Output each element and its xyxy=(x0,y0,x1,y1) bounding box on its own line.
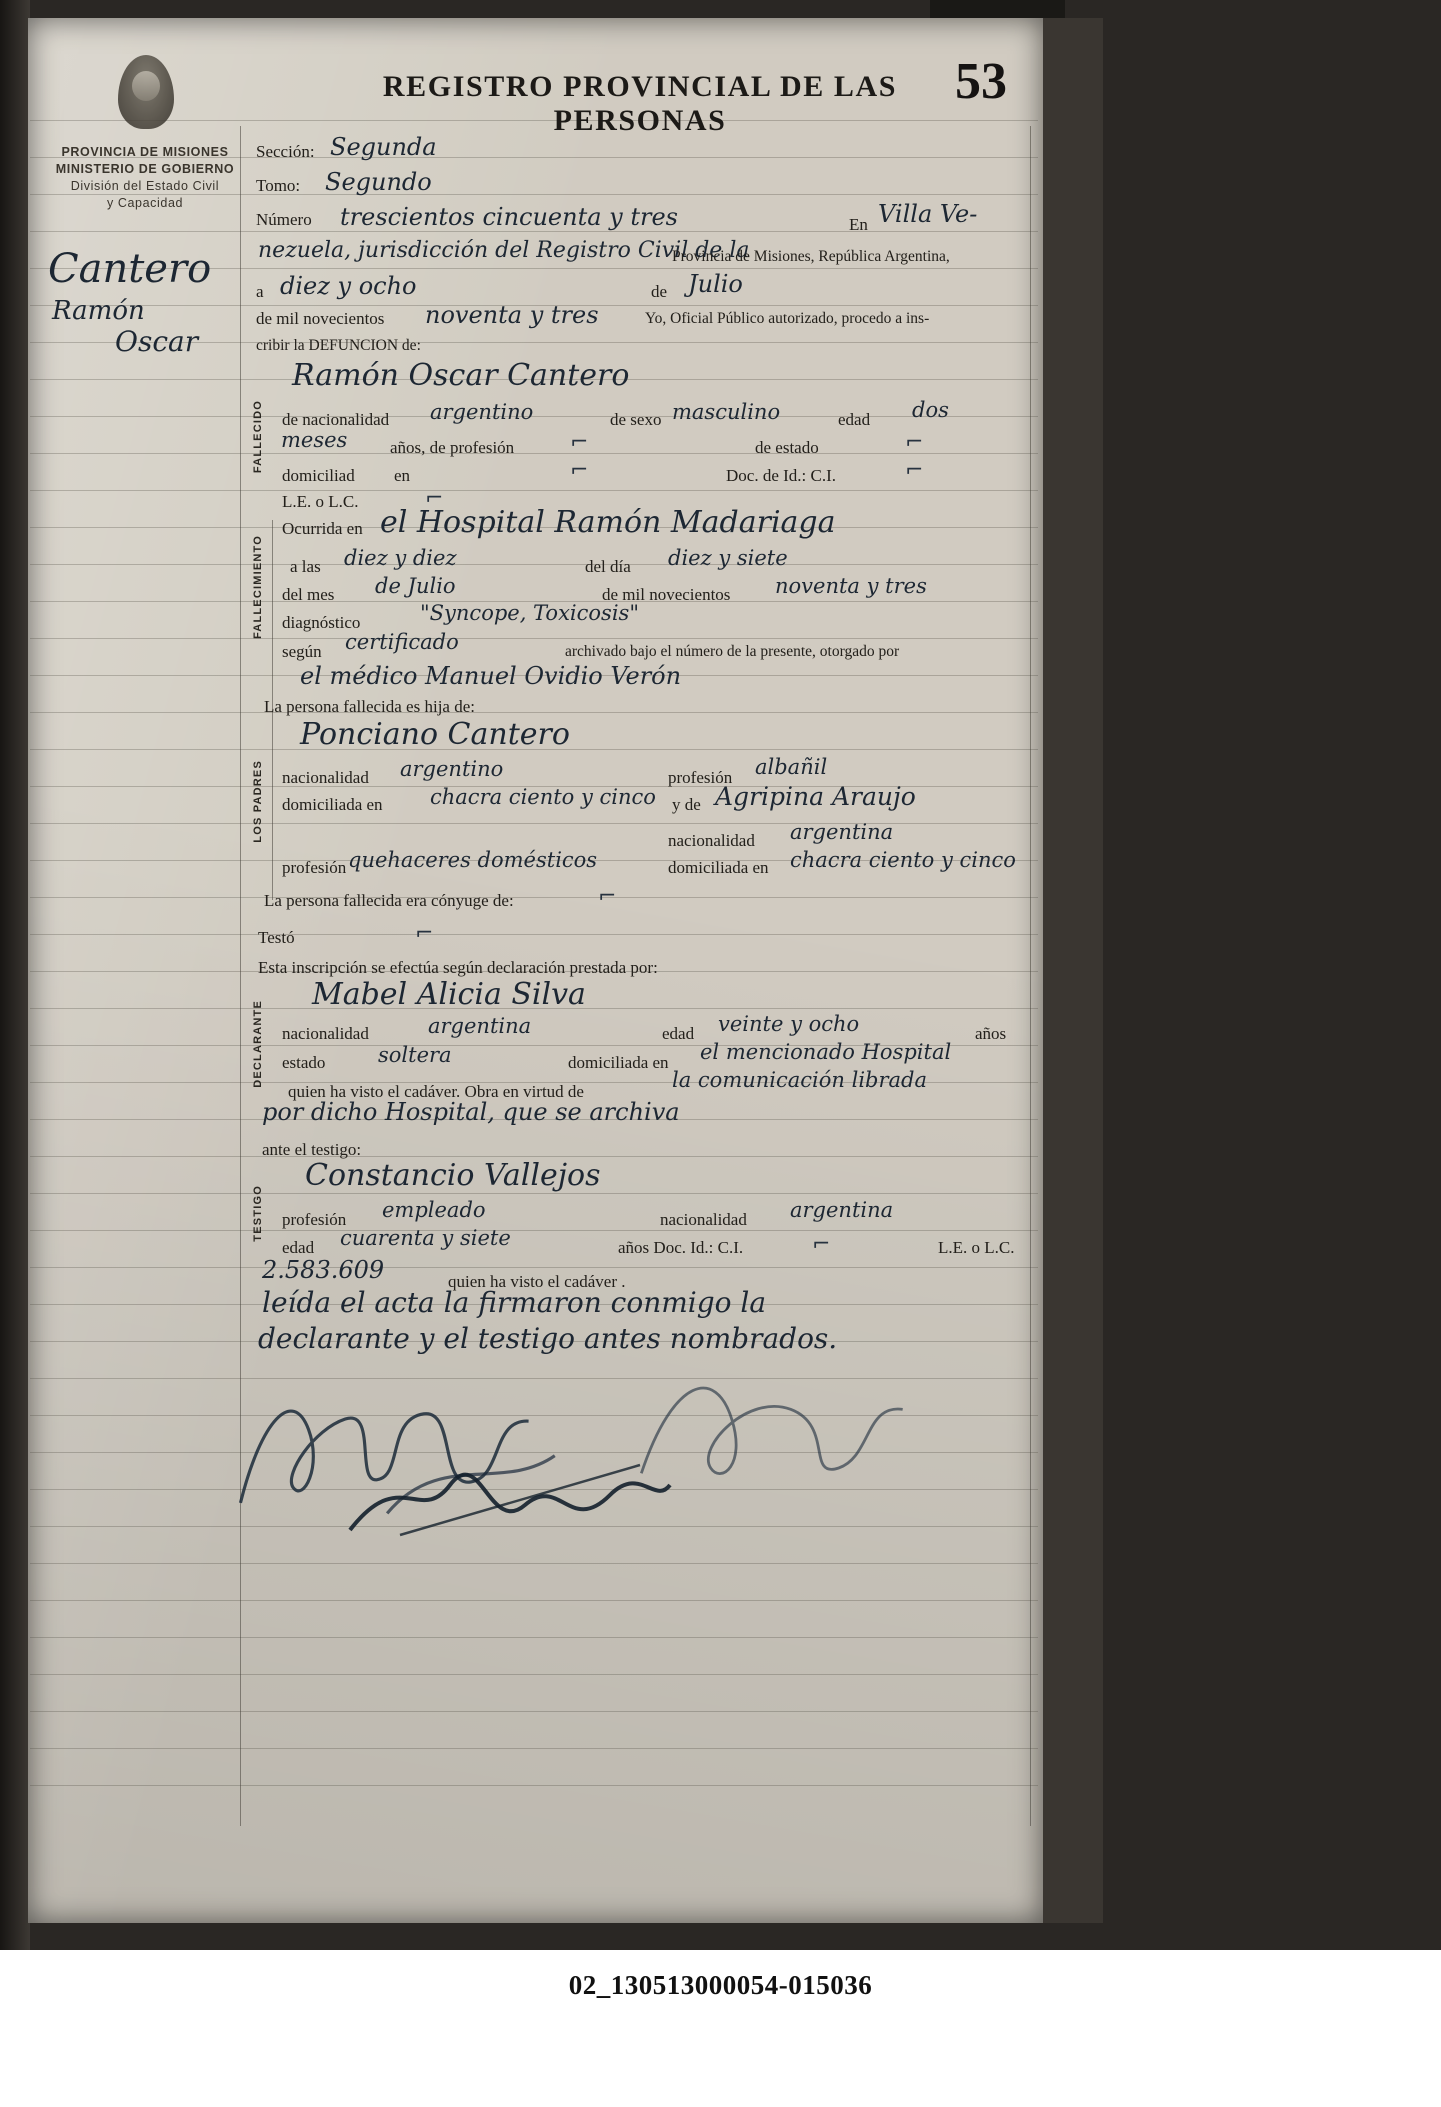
label-profesion-testigo: profesión xyxy=(282,1210,347,1229)
label-en-2: en xyxy=(394,466,411,485)
label-segun: según xyxy=(282,642,322,661)
label-edad-declarante: edad xyxy=(662,1024,695,1043)
label-hija-de: La persona fallecida es hija de: xyxy=(264,697,475,716)
label-le-o-lc: L.E. o L.C. xyxy=(282,492,359,511)
province-line-1: PROVINCIA DE MISIONES xyxy=(61,145,229,159)
label-anios-profesion: años, de profesión xyxy=(390,438,515,457)
label-a: a xyxy=(256,282,264,301)
value-declarante-estado: soltera xyxy=(378,1043,452,1067)
label-nacionalidad-testigo: nacionalidad xyxy=(660,1210,747,1229)
label-edad-testigo: edad xyxy=(282,1238,315,1257)
value-obra-en-virtud: la comunicación librada xyxy=(672,1068,927,1092)
label-anios-doc-id: años Doc. Id.: C.I. xyxy=(618,1238,744,1257)
value-ocurrida-en: el Hospital Ramón Madariaga xyxy=(380,505,836,540)
label-estado-declarante: estado xyxy=(282,1053,326,1072)
label-conyuge: La persona fallecida era cónyuge de: xyxy=(264,891,514,910)
label-del-mes: del mes xyxy=(282,585,335,604)
value-diagnostico: "Syncope, Toxicosis" xyxy=(420,601,639,625)
margin-index-given-1: Ramón xyxy=(52,296,145,326)
value-hora: diez y diez xyxy=(344,546,457,570)
province-line-4: y Capacidad xyxy=(106,196,184,210)
value-sexo: masculino xyxy=(672,400,781,424)
column-rule-right xyxy=(1030,126,1031,1826)
value-seccion: Segunda xyxy=(330,133,437,161)
label-en: En xyxy=(849,215,868,234)
value-madre-profesion: quehaceres domésticos xyxy=(348,848,598,872)
value-anio: noventa y tres xyxy=(425,301,599,329)
label-profesion-padre: profesión xyxy=(668,768,733,787)
value-segun: certificado xyxy=(345,630,459,654)
label-quien-ha-visto: quien ha visto el cadáver. Obra en virtud de xyxy=(288,1082,584,1101)
value-cierre-linea-1: leída el acta la firmaron conmigo la xyxy=(262,1286,767,1319)
label-quien-ha-visto-2: quien ha visto el cadáver . xyxy=(448,1272,626,1291)
value-cierre-linea-2: declarante y el testigo antes nombrados. xyxy=(258,1322,838,1355)
label-a-las: a las xyxy=(290,557,321,576)
label-profesion-madre: profesión xyxy=(282,858,347,877)
book-spine-shadow xyxy=(0,0,30,1950)
label-domiciliad: domiciliad xyxy=(282,466,355,485)
side-label-testigo: TESTIGO xyxy=(252,1185,264,1242)
signature-witness xyxy=(340,1420,680,1550)
value-declarante-nombre: Mabel Alicia Silva xyxy=(312,977,586,1012)
dash-domicilio: ⌐ xyxy=(570,458,589,483)
province-line-3: División del Estado Civil xyxy=(70,179,220,193)
value-madre-nombre: Agripina Araujo xyxy=(715,782,916,811)
dash-doc-id: ⌐ xyxy=(905,458,924,483)
label-nacionalidad-madre: nacionalidad xyxy=(668,831,755,850)
label-ocurrida-en: Ocurrida en xyxy=(282,519,363,538)
value-edad-unidad: meses xyxy=(281,428,348,452)
page-edge-shadow xyxy=(1043,18,1103,1923)
label-del-dia: del día xyxy=(585,557,631,576)
value-edad: dos xyxy=(912,398,949,422)
value-lugar-continuacion: nezuela, jurisdicción del Registro Civil de la xyxy=(258,238,750,263)
value-tomo: Segundo xyxy=(325,168,432,196)
value-declarante-domicilio: el mencionado Hospital xyxy=(700,1040,952,1064)
label-y-de: y de xyxy=(672,795,701,814)
side-label-padres: LOS PADRES xyxy=(252,760,264,843)
value-mes-defuncion: de Julio xyxy=(375,574,456,598)
label-de-mil-novecientos: de mil novecientos xyxy=(256,309,385,328)
label-de-nacionalidad: de nacionalidad xyxy=(282,410,390,429)
value-mes: Julio xyxy=(688,270,743,298)
value-nacionalidad: argentino xyxy=(430,400,534,424)
dash-testo: ⌐ xyxy=(415,921,434,946)
label-domiciliada-padre: domiciliada en xyxy=(282,795,383,814)
margin-index-surname: Cantero xyxy=(48,246,212,292)
value-padre-nacionalidad: argentino xyxy=(400,757,504,781)
column-rule-left xyxy=(240,126,241,1826)
label-nacionalidad-declarante: nacionalidad xyxy=(282,1024,369,1043)
label-domiciliada-madre: domiciliada en xyxy=(668,858,769,877)
province-line-2: MINISTERIO DE GOBIERNO xyxy=(55,162,235,176)
label-archivado: archivado bajo el número de la presente, otorgado por xyxy=(565,643,900,660)
value-dia-defuncion: diez y siete xyxy=(668,546,788,570)
label-de-sexo: de sexo xyxy=(610,410,662,429)
value-madre-nacionalidad: argentina xyxy=(790,820,894,844)
label-diagnostico: diagnóstico xyxy=(282,613,361,632)
folio-number: 53 xyxy=(955,53,1007,110)
value-padre-domicilio: chacra ciento y cinco xyxy=(430,785,656,809)
dash-profesion: ⌐ xyxy=(570,430,589,455)
side-label-declarante: DECLARANTE xyxy=(252,1000,264,1088)
image-caption: 02_130513000054-015036 xyxy=(568,1970,873,2000)
value-declarante-nacionalidad: argentina xyxy=(428,1014,532,1038)
label-de-mil-novecientos-2: de mil novecientos xyxy=(602,585,731,604)
margin-index-given-2: Oscar xyxy=(115,325,199,358)
label-le-o-lc-2: L.E. o L.C. xyxy=(938,1238,1015,1257)
value-dia: diez y ocho xyxy=(280,272,417,300)
value-testigo-documento: 2.583.609 xyxy=(262,1256,385,1284)
label-provincia-line: Provincia de Misiones, República Argentina, xyxy=(672,248,950,265)
value-anio-defuncion: noventa y tres xyxy=(775,574,927,598)
value-madre-domicilio: chacra ciento y cinco xyxy=(790,848,1016,872)
value-difunto-nombre: Ramón Oscar Cantero xyxy=(292,358,630,393)
dash-estado: ⌐ xyxy=(905,430,924,455)
value-testigo-nombre: Constancio Vallejos xyxy=(305,1158,601,1193)
label-domiciliada-declarante: domiciliada en xyxy=(568,1053,669,1072)
label-tomo: Tomo: xyxy=(256,176,301,195)
value-obra-continuacion: por dicho Hospital, que se archiva xyxy=(262,1098,680,1126)
label-edad: edad xyxy=(838,410,871,429)
value-lugar: Villa Ve- xyxy=(878,200,978,228)
value-testigo-edad: cuarenta y siete xyxy=(340,1226,511,1250)
value-padre-profesion: albañil xyxy=(755,755,828,779)
side-label-fallecido: FALLECIDO xyxy=(252,400,264,474)
value-testigo-profesion: empleado xyxy=(382,1198,486,1222)
value-otorgado-por: el médico Manuel Ovidio Verón xyxy=(300,662,682,690)
label-testo: Testó xyxy=(258,928,295,947)
label-inscripcion: Esta inscripción se efectúa según declaración prestada por: xyxy=(258,958,658,977)
dash-conyuge: ⌐ xyxy=(598,884,617,909)
label-anios: años xyxy=(975,1024,1007,1043)
label-yo-oficial: Yo, Oficial Público autorizado, procedo a ins- xyxy=(645,310,930,327)
value-numero: trescientos cincuenta y tres xyxy=(340,203,678,231)
side-label-fallecimiento: FALLECIMIENTO xyxy=(252,535,264,640)
label-cribir: cribir la DEFUNCION de: xyxy=(256,337,421,354)
province-block xyxy=(55,144,235,212)
value-testigo-nacionalidad: argentina xyxy=(790,1198,894,1222)
dash-doc-id-testigo: ⌐ xyxy=(812,1232,831,1257)
dash-le-lc: ⌐ xyxy=(425,486,444,511)
label-ante-testigo: ante el testigo: xyxy=(262,1140,362,1159)
value-padre-nombre: Ponciano Cantero xyxy=(300,717,570,752)
label-numero: Número xyxy=(256,210,312,229)
value-declarante-edad: veinte y ocho xyxy=(718,1012,860,1036)
page-title: REGISTRO PROVINCIAL DE LAS PERSONAS xyxy=(382,70,898,137)
label-nacionalidad-padre: nacionalidad xyxy=(282,768,369,787)
label-seccion: Sección: xyxy=(256,142,315,161)
label-de-mes: de xyxy=(651,282,668,301)
label-de-estado: de estado xyxy=(755,438,819,457)
label-doc-id-ci: Doc. de Id.: C.I. xyxy=(726,466,837,485)
